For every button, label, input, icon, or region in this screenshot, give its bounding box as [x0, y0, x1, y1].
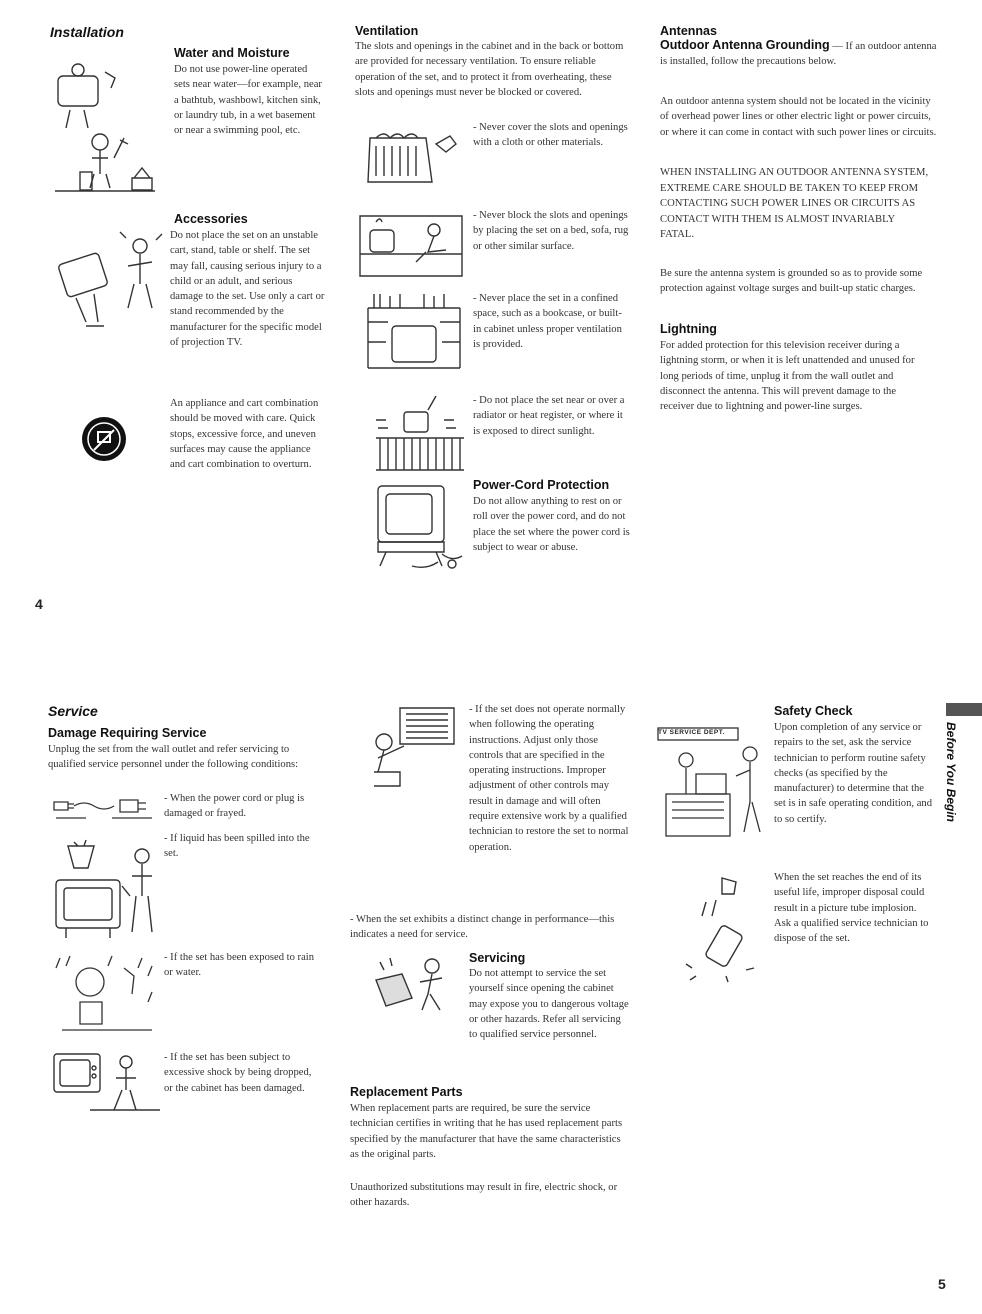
- antenna-grounding-paragraph: [660, 38, 938, 70]
- servicing-text: Do not attempt to service the set yourself since opening the cabinet may expose you to dangerous voltage or other hazards. Refer all servicing to qualified service personnel.: [469, 968, 629, 1041]
- safety-check-illustration: [656, 724, 768, 842]
- lightning-heading: Lightning: [660, 322, 717, 336]
- vent-item-cover: - Never cover the slots and openings with a cloth or other materials.: [473, 122, 628, 149]
- antennas-heading: Antennas: [660, 24, 717, 38]
- condition-cord: - When the power cord or plug is damaged or frayed.: [164, 793, 305, 820]
- lightning-text: For added protection for this television receiver during a lightning storm, or when it is left unattended and unused for long periods of time, unplug it from the wall outlet and disconnect the antenna. This will prevent damage to the receiver due to lightning and power-line surges.: [660, 340, 915, 413]
- water-moisture-illustration: [50, 60, 160, 196]
- water-moisture-text: Do not use power-line operated sets near water—for example, near a bathtub, washbowl, kitchen sink, or laundry tub, in a wet basement or near a swimming pool, etc.: [174, 64, 322, 137]
- cart-warning-icon: [80, 410, 128, 468]
- vent-item-bed: - Never block the slots and openings by placing the set on a bed, sofa, rug or other similar surface.: [473, 210, 629, 252]
- servicing-heading: Servicing: [469, 951, 526, 965]
- safety-check-text: Upon completion of any service or repairs to the set, ask the service technician to perform routine safety checks (as specified by the manufacturer) to determine that the set is in safe operating condition, and to so certify.: [774, 722, 932, 825]
- power-cord-text: Do not allow anything to rest on or roll over the power cord, and do not place the set where the power cord is subject to wear or abuse.: [473, 496, 630, 553]
- accessories-text: Do not place the set on an unstable cart, stand, table or shelf. The set may fall, causing serious injury to a child or an adult, and serious damage to the set. Use only a cart or stand recommended by the manufacturer for the specific model of projection TV.: [170, 230, 325, 349]
- section-title-service: Service: [48, 703, 98, 719]
- accessories-heading: Accessories: [174, 212, 248, 226]
- liquid-spill-illustration: [50, 836, 160, 940]
- damaged-plug-illustration: [52, 794, 162, 824]
- vent-item-bookcase: - Never place the set in a confined space, such as a bookcase, or built-in cabinet unless proper ventilation is provided.: [473, 293, 622, 350]
- servicing-illustration: [370, 952, 462, 1014]
- rain-exposure-illustration: [52, 952, 162, 1034]
- section-tab-marker: [946, 703, 982, 716]
- unstable-cart-illustration: [56, 228, 164, 332]
- damage-requiring-service-heading: Damage Requiring Service: [48, 726, 207, 740]
- cart-combination-text: An appliance and cart combination should be moved with care. Quick stops, excessive force, and uneven surfaces may cause the appliance and cart combination to overturn.: [170, 398, 319, 471]
- replacement-parts-heading: Replacement Parts: [350, 1085, 463, 1099]
- side-tab-label: Before You Begin: [944, 722, 958, 823]
- condition-liquid: - If liquid has been spilled into the set.: [164, 833, 310, 860]
- safety-check-heading: Safety Check: [774, 704, 853, 718]
- page-number-right: 5: [938, 1276, 946, 1292]
- ventilation-intro: The slots and openings in the cabinet and in the back or bottom are provided for necessary ventilation. To ensure reliable operation of the set, and to protect it from overheating, these slots and openings must never be blocked or covered.: [355, 41, 624, 98]
- antenna-warning: WHEN INSTALLING AN OUTDOOR ANTENNA SYSTEM, EXTREME CARE SHOULD BE TAKEN TO KEEP FROM CONTACTING SUCH POWER LINES OR CIRCUITS AS CONTACT WITH THEM IS ALMOST INVARIABLY FATAL.: [660, 167, 929, 240]
- antenna-grounding-text: — If an outdoor antenna is installed, follow the precautions below.: [660, 41, 937, 68]
- antenna-grounding-heading: Outdoor Antenna Grounding: [660, 38, 830, 52]
- antenna-paragraph-3: Be sure the antenna system is grounded so as to provide some protection against voltage surges and built-up static charges.: [660, 268, 923, 295]
- ventilation-heading: Ventilation: [355, 24, 419, 38]
- condition-rain: - If the set has been exposed to rain or water.: [164, 952, 315, 979]
- covered-tv-illustration: [362, 124, 462, 198]
- page-number-left: 4: [35, 596, 43, 612]
- tv-near-radiator-illustration: [370, 394, 470, 474]
- tv-on-bed-illustration: [356, 208, 466, 284]
- adjusting-controls-illustration: [360, 702, 462, 790]
- antenna-paragraph-1: An outdoor antenna system should not be located in the vicinity of overhead power lines or other electric light or power circuits, or where it can come in contact with such power lines or circuits.: [660, 96, 937, 138]
- power-cord-heading: Power-Cord Protection: [473, 478, 610, 492]
- disposal-illustration: [676, 872, 766, 984]
- condition-abnormal: - If the set does not operate normally when following the operating instructions. Adjust only those controls that are specified in the operating instructions. Improper adjustment of other controls may result in damage and will often require extensive work by a qualified technician to restore the set to normal operation.: [469, 704, 629, 853]
- section-title-installation: Installation: [50, 24, 124, 40]
- dropped-set-illustration: [50, 1048, 160, 1114]
- tv-in-bookcase-illustration: [364, 292, 464, 376]
- condition-dropped: - If the set has been subject to excessive shock by being dropped, or the cabinet has been damaged.: [164, 1052, 312, 1094]
- power-cord-illustration: [372, 480, 466, 572]
- disposal-text: When the set reaches the end of its useful life, improper disposal could result in a picture tube implosion. Ask a qualified service technician to dispose of the set.: [774, 872, 929, 945]
- unauthorized-substitutions-text: Unauthorized substitutions may result in fire, electric shock, or other hazards.: [350, 1182, 618, 1209]
- condition-performance: - When the set exhibits a distinct change in performance—this indicates a need for service.: [350, 914, 615, 941]
- damage-intro: Unplug the set from the wall outlet and refer servicing to qualified service personnel under the following conditions:: [48, 744, 299, 771]
- water-moisture-heading: Water and Moisture: [174, 46, 290, 60]
- replacement-parts-text: When replacement parts are required, be sure the service technician certifies in writing that he has used replacement parts specified by the manufacturer that have the same characteristics as the original parts.: [350, 1103, 623, 1160]
- tv-service-sign: TV SERVICE DEPT.: [658, 729, 725, 736]
- vent-item-radiator: - Do not place the set near or over a radiator or heat register, or where it is exposed to direct sunlight.: [473, 395, 625, 437]
